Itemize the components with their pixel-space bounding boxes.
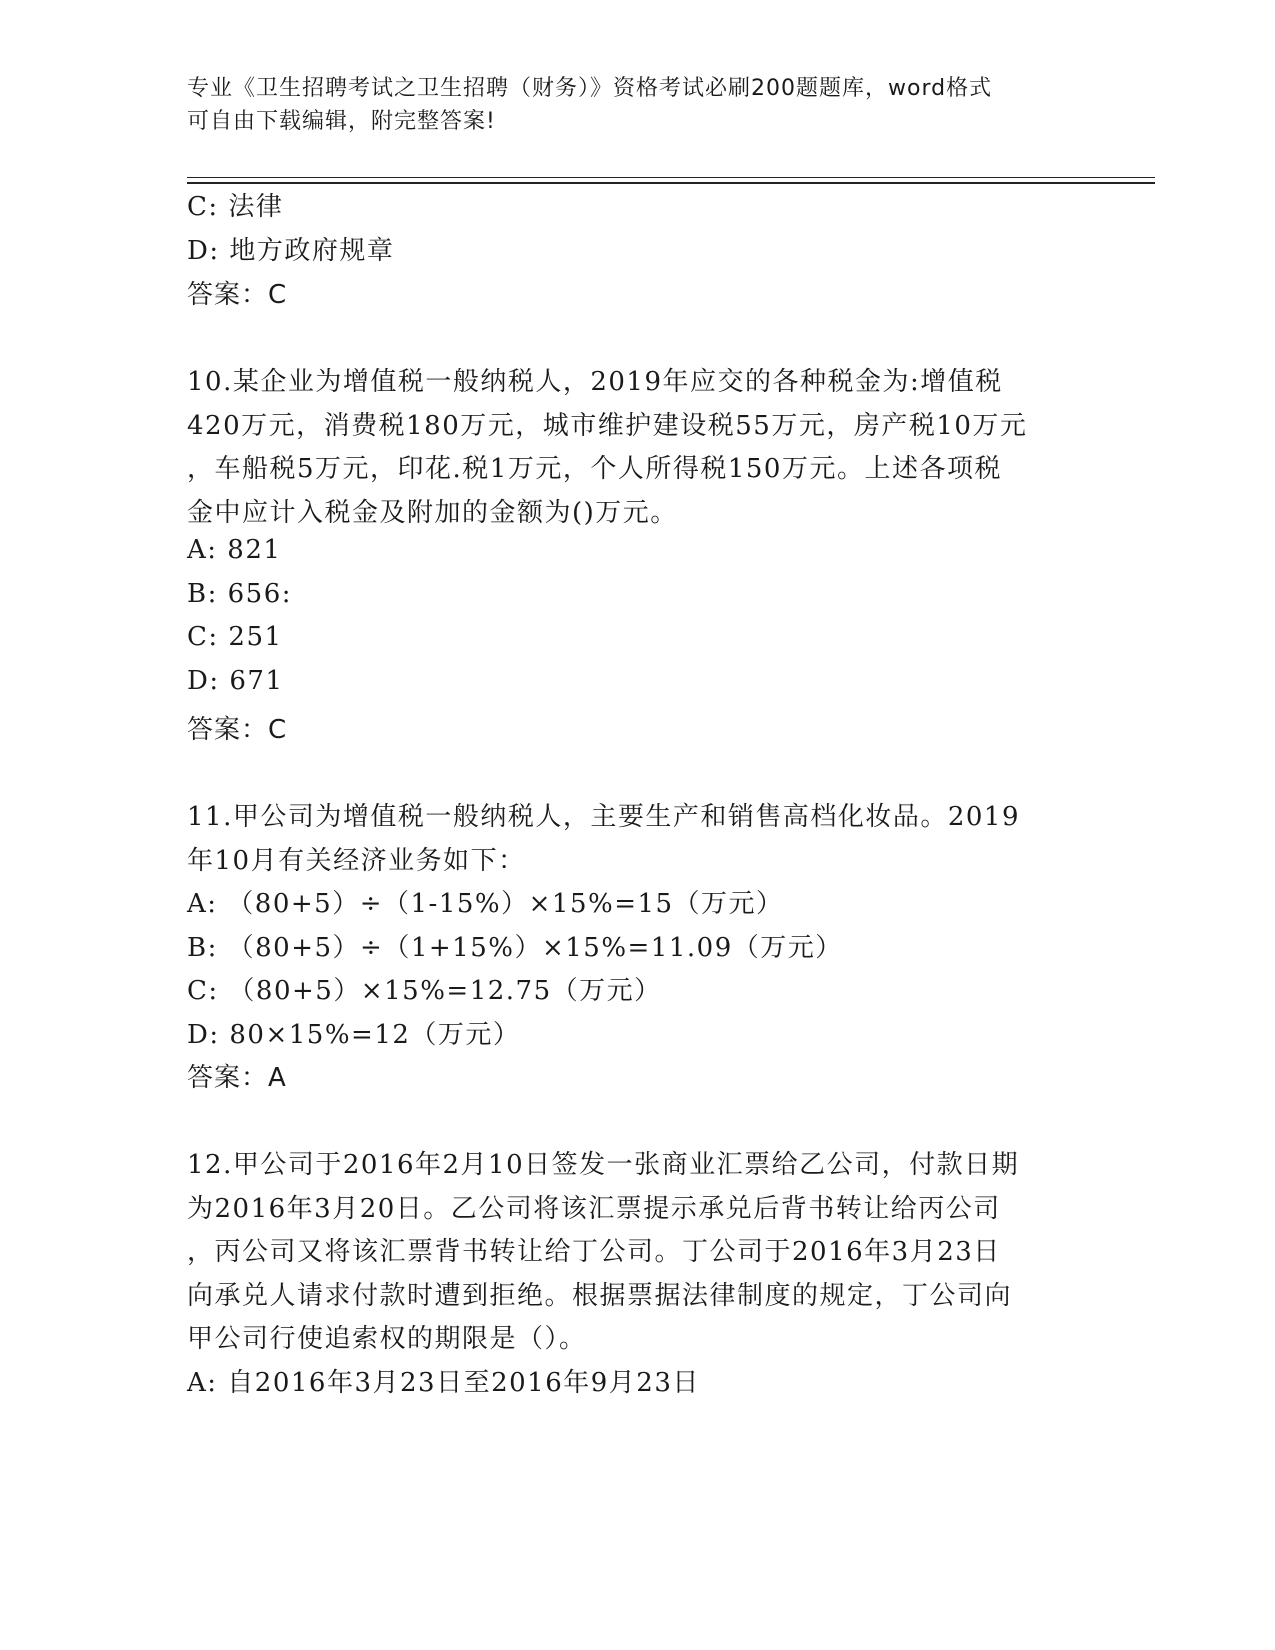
q10-option-d: D: 671 (187, 666, 284, 696)
q10-stem-line-2: 420万元，消费税180万元，城市维护建设税55万元，房产税10万元 (187, 411, 1028, 441)
q11-stem-line-1: 11.甲公司为增值税一般纳税人，主要生产和销售高档化妆品。2019 (187, 802, 1021, 832)
q10-option-a: A: 821 (187, 535, 282, 565)
q10-option-b: B: 656: (187, 579, 293, 609)
q10-stem-line-1: 10.某企业为增值税一般纳税人，2019年应交的各种税金为:增值税 (187, 367, 1003, 397)
q12-option-a: A: 自2016年3月23日至2016年9月23日 (187, 1368, 700, 1398)
prev-option-c: C: 法律 (187, 192, 284, 222)
q12-stem-line-2: 为2016年3月20日。乙公司将该汇票提示承兑后背书转让给丙公司 (187, 1194, 1001, 1224)
q10-option-c: C: 251 (187, 622, 283, 652)
q12-stem-line-5: 甲公司行使追索权的期限是（）。 (187, 1324, 587, 1354)
document-header (187, 72, 1087, 138)
q11-option-c: C: （80+5）×15%=12.75（万元） (187, 976, 662, 1006)
q12-stem-line-1: 12.甲公司于2016年2月10日签发一张商业汇票给乙公司，付款日期 (187, 1150, 1020, 1180)
prev-answer: 答案：C (187, 280, 288, 310)
header-divider-thick (187, 182, 1155, 184)
prev-option-d: D: 地方政府规章 (187, 236, 395, 266)
q10-stem-line-4: 金中应计入税金及附加的金额为()万元。 (187, 498, 678, 528)
header-line-1: 专业《卫生招聘考试之卫生招聘（财务）》资格考试必刷200题题库，word格式 (187, 76, 993, 101)
q11-answer: 答案：A (187, 1063, 287, 1093)
q10-stem-line-3: ，车船税5万元，印花.税1万元，个人所得税150万元。上述各项税 (187, 454, 1002, 484)
q11-stem-line-2: 年10月有关经济业务如下： (187, 846, 526, 876)
q11-option-a: A: （80+5）÷（1-15%）×15%=15（万元） (187, 889, 784, 919)
q10-answer: 答案：C (187, 715, 288, 745)
header-divider-thin (187, 177, 1155, 178)
q11-option-d: D: 80×15%=12（万元） (187, 1020, 521, 1050)
q12-stem-line-4: 向承兑人请求付款时遭到拒绝。根据票据法律制度的规定，丁公司向 (187, 1281, 1013, 1311)
header-line-2: 可自由下载编辑，附完整答案! (187, 109, 496, 134)
q11-option-b: B: （80+5）÷（1+15%）×15%=11.09（万元） (187, 933, 843, 963)
q12-stem-line-3: ，丙公司又将该汇票背书转让给丁公司。丁公司于2016年3月23日 (187, 1237, 1001, 1267)
